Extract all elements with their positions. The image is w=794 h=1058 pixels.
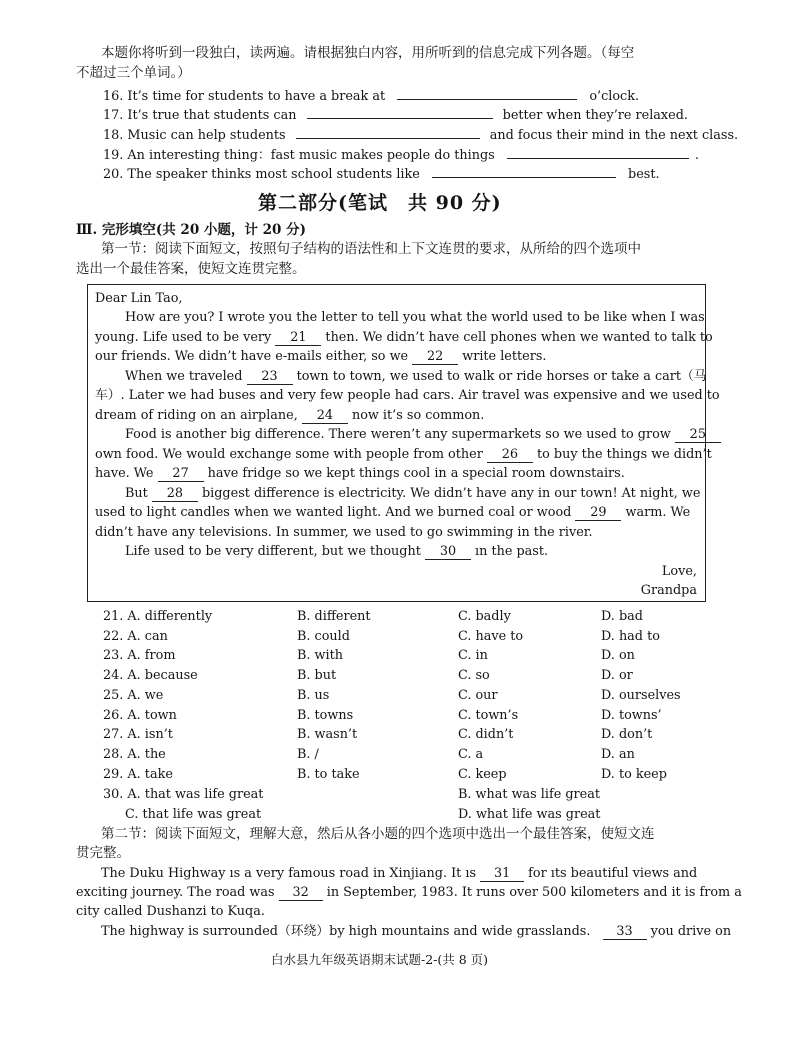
letter-text: have. We (95, 466, 154, 481)
passage-text: city called Dushanzi to Kuqa. (76, 904, 265, 919)
letter-text: biggest difference is electricity. We didn’t have any in our town! At night, we (201, 486, 701, 501)
letter-signature: Grandpa (640, 583, 697, 598)
letter-line (95, 406, 484, 425)
cloze-instruction-line2: 选出一个最佳答案，使短文连贯完整。 (76, 261, 306, 277)
letter-text: to buy the things we didn’t (536, 447, 712, 462)
option-29-a[interactable]: 29. A. take (103, 766, 173, 782)
blank-24[interactable]: 24 (302, 408, 348, 424)
option-23-b[interactable]: B. with (297, 648, 343, 664)
letter-line (95, 445, 712, 464)
blank-22[interactable]: 22 (412, 349, 458, 365)
option-27-c[interactable]: C. didn’t (458, 727, 514, 743)
blank-29[interactable]: 29 (575, 505, 621, 521)
option-22-a[interactable]: 22. A. can (103, 628, 168, 644)
passage-text: The highway is surrounded（环绕）by high mountains and wide grasslands. (101, 924, 591, 939)
cloze-section-title: Ⅲ. 完形填空(共 20 小题，计 20 分) (76, 222, 306, 238)
option-23-d[interactable]: D. on (601, 648, 635, 664)
question-17-text: 17. It’s true that students can (103, 108, 297, 123)
option-23-c[interactable]: C. in (458, 648, 488, 664)
passage-line (76, 902, 265, 921)
question-19-tail: . (694, 148, 699, 163)
question-16-text: 16. It’s time for students to have a break at (103, 89, 386, 104)
option-28-b[interactable]: B. ∕ (297, 746, 319, 762)
letter-text: then. We didn’t have cell phones when we wanted to talk to (325, 330, 713, 345)
option-25-b[interactable]: B. us (297, 687, 330, 703)
option-26-d[interactable]: D. towns’ (601, 707, 662, 723)
listening-instruction-line2: 不超过三个单词。） (76, 65, 191, 81)
option-21-b[interactable]: B. different (297, 609, 371, 624)
letter-text: write letters. (462, 349, 547, 364)
option-28-c[interactable]: C. a (458, 746, 484, 762)
letter-line (125, 308, 705, 327)
letter-text: ın the past. (475, 544, 549, 559)
listening-instruction-line1: 本题你将听到一段独白，读两遍。请根据独白内容，用所听到的信息完成下列各题。（每空 (101, 45, 635, 61)
passage-text: for ıts beautiful views and (528, 866, 698, 881)
option-28-d[interactable]: D. an (601, 746, 635, 762)
option-29-c[interactable]: C. keep (458, 766, 507, 782)
blank-33[interactable]: 33 (603, 924, 647, 940)
passage-text: you drive on (650, 924, 732, 939)
question-19-text: 19. An interesting thing：fast music makes people do things (103, 148, 495, 163)
letter-line (125, 484, 700, 503)
option-27-b[interactable]: B. wasn’t (297, 727, 358, 743)
blank-25[interactable]: 25 (675, 427, 721, 443)
blank-32[interactable]: 32 (279, 885, 323, 901)
option-27-d[interactable]: D. don’t (601, 727, 653, 743)
answer-blank-20[interactable] (432, 163, 616, 178)
option-22-d[interactable]: D. had to (601, 628, 660, 644)
option-25-a[interactable]: 25. A. we (103, 687, 164, 703)
option-24-d[interactable]: D. or (601, 668, 633, 684)
letter-text: own food. We would exchange some with people from other (95, 447, 483, 462)
letter-line (95, 523, 593, 542)
option-29-b[interactable]: B. to take (297, 766, 360, 782)
letter-line (125, 425, 721, 444)
letter-text: used to light candles when we wanted light. And we burned coal or wood (95, 505, 572, 520)
letter-line (95, 386, 720, 405)
question-19 (103, 144, 699, 165)
option-21-c[interactable]: C. badly (458, 609, 511, 624)
option-25-d[interactable]: D. ourselves (601, 687, 681, 703)
letter-line (95, 464, 625, 483)
letter-line (125, 542, 548, 561)
answer-blank-19[interactable] (507, 144, 689, 159)
option-26-a[interactable]: 26. A. town (103, 707, 177, 723)
question-16 (103, 85, 639, 106)
option-25-c[interactable]: C. our (458, 687, 498, 703)
option-29-d[interactable]: D. to keep (601, 766, 667, 782)
blank-30[interactable]: 30 (425, 544, 471, 560)
letter-text: young. Life used to be very (95, 330, 272, 345)
option-30-b[interactable]: B. what was life great (458, 787, 601, 802)
cloze-instruction-line1: 第一节：阅读下面短文，按照句子结构的语法性和上下文连贯的要求，从所给的四个选项中 (101, 241, 641, 257)
letter-box (87, 284, 720, 602)
blank-27[interactable]: 27 (158, 466, 204, 482)
option-23-a[interactable]: 23. A. from (103, 648, 176, 664)
letter-text: warm. We (625, 505, 691, 520)
blank-31[interactable]: 31 (480, 866, 524, 882)
option-26-b[interactable]: B. towns (297, 707, 354, 723)
letter-text: When we traveled (125, 369, 243, 384)
option-28-a[interactable]: 28. A. the (103, 746, 166, 762)
page-footer: 白水县九年级英语期末试题-2-(共 8 页) (271, 952, 489, 967)
option-22-c[interactable]: C. have to (458, 628, 524, 644)
letter-text: How are you? I wrote you the letter to tell you what the world used to be like when I was (125, 310, 705, 325)
question-17 (103, 104, 688, 125)
letter-line (95, 328, 713, 347)
letter-text: town to town, we used to walk or ride horses or take a cart（马 (296, 369, 707, 384)
answer-blank-18[interactable] (296, 124, 480, 139)
question-20 (103, 163, 660, 184)
blank-23[interactable]: 23 (247, 369, 293, 385)
option-24-b[interactable]: B. but (297, 668, 337, 684)
passage-text: in September, 1983. It runs over 500 kilometers and it is from a (326, 885, 742, 900)
question-20-text: 20. The speaker thinks most school students like (103, 167, 420, 182)
section2-instruction-line2: 贯完整。 (76, 845, 130, 861)
letter-text: our friends. We didn’t have e-mails either, so we (95, 349, 409, 364)
blank-28[interactable]: 28 (152, 486, 198, 502)
option-22-b[interactable]: B. could (297, 628, 350, 644)
option-30-a[interactable]: 30. A. that was life great (103, 787, 264, 802)
section2-instruction-line1: 第二节：阅读下面短文，理解大意，然后从各小题的四个选项中选出一个最佳答案，使短文连 (101, 826, 655, 842)
letter-line (125, 367, 707, 386)
letter-text: Food is another big difference. There weren’t any supermarkets so we used to grow (125, 427, 671, 442)
answer-blank-17[interactable] (307, 104, 493, 119)
passage-text: The Duku Highway ıs a very famous road in Xinjiang. It ıs (101, 866, 477, 881)
letter-text: But (125, 486, 148, 501)
option-24-a[interactable]: 24. A. because (103, 668, 198, 684)
question-17-tail: better when they’re relaxed. (502, 108, 688, 123)
option-30-c[interactable]: C. that life was great (125, 807, 262, 822)
letter-text: now it’s so common. (351, 408, 485, 423)
letter-text: have fridge so we kept things cool in a special room downstairs. (207, 466, 625, 481)
part2-title: 第二部分(笔试 共 90 分) (258, 192, 502, 214)
question-16-tail: o’clock. (589, 89, 640, 104)
option-21-d[interactable]: D. bad (601, 609, 643, 624)
passage-line (101, 864, 697, 883)
letter-text: 车）. Later we had buses and very few people had cars. Air travel was expensive and we used to (95, 388, 720, 403)
option-27-a[interactable]: 27. A. isn’t (103, 727, 173, 743)
question-18-tail: and focus their mind in the next class. (489, 128, 739, 143)
passage-line (101, 922, 731, 941)
option-21-a[interactable]: 21. A. differently (103, 609, 213, 624)
letter-text: Life used to be very different, but we thought (125, 544, 421, 559)
passage-line (76, 883, 742, 902)
letter-text: didn’t have any televisions. In summer, we used to go swimming in the river. (95, 525, 593, 540)
question-18 (103, 124, 738, 145)
blank-26[interactable]: 26 (487, 447, 533, 463)
letter-closing: Love, (661, 564, 697, 579)
letter-greeting: Dear Lin Tao, (95, 291, 183, 306)
letter-line (95, 503, 690, 522)
option-24-c[interactable]: C. so (458, 668, 490, 684)
passage-text: exciting journey. The road was (76, 885, 275, 900)
blank-21[interactable]: 21 (275, 330, 321, 346)
answer-blank-16[interactable] (397, 85, 577, 100)
question-18-text: 18. Music can help students (103, 128, 286, 143)
letter-text: dream of riding on an airplane, (95, 408, 298, 423)
question-20-tail: best. (628, 167, 660, 182)
option-26-c[interactable]: C. town’s (458, 707, 519, 723)
letter-line (95, 347, 546, 366)
option-30-d[interactable]: D. what life was great (458, 807, 601, 822)
